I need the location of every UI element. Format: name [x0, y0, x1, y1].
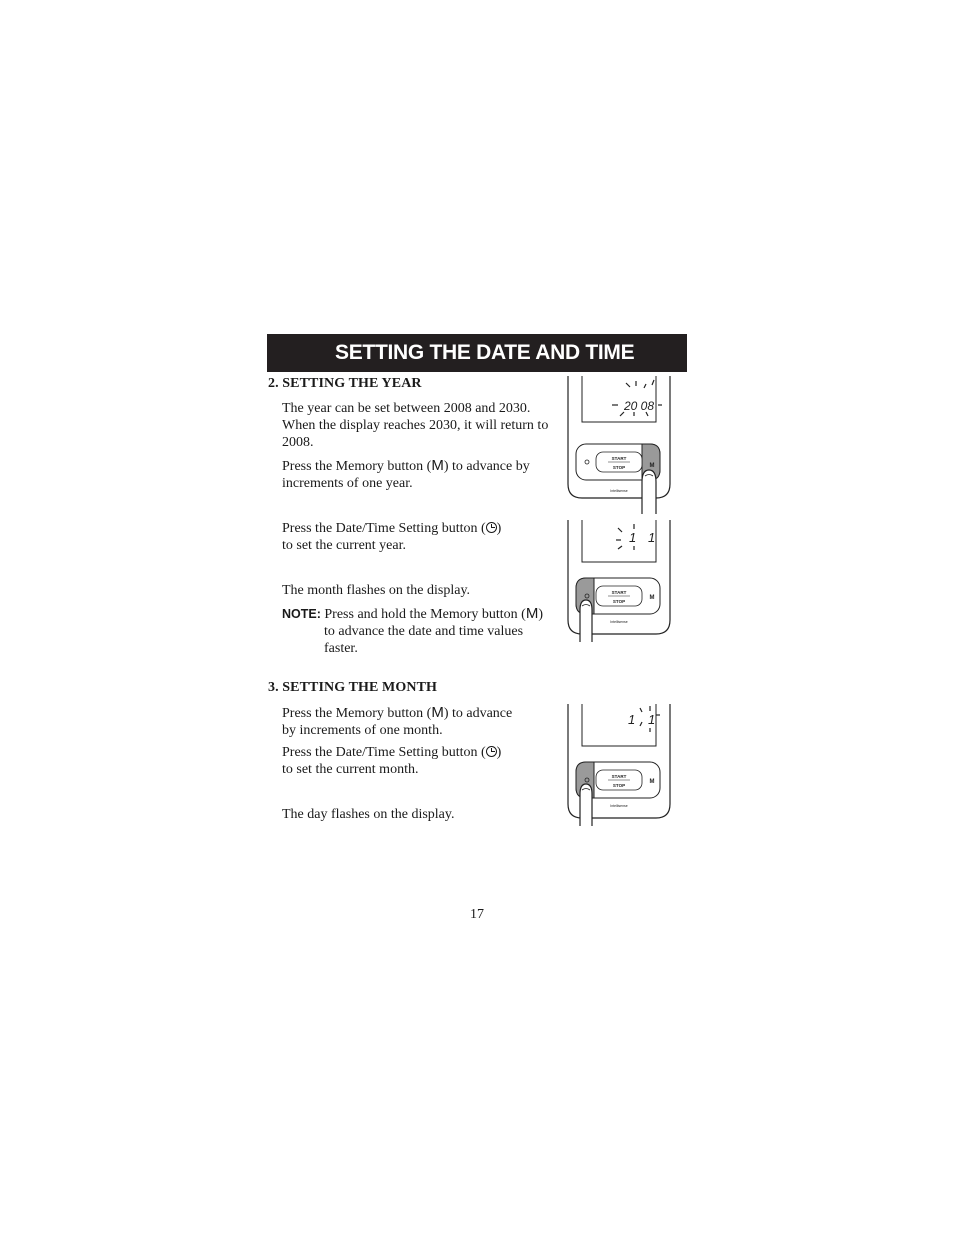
memory-button-instruction — [282, 457, 530, 492]
text-line: to advance the date and time values — [324, 624, 524, 639]
memory-button-label: M — [649, 779, 655, 785]
stop-label: STOP — [612, 783, 626, 788]
brand-label: Intellisense — [610, 620, 628, 624]
monitor-illustration-set-year — [564, 520, 674, 642]
clock-button-icon — [585, 460, 589, 464]
monitor-illustration-set-month — [564, 704, 674, 826]
lcd-year-readout: 20 08 — [624, 399, 655, 413]
memory-button-label: M — [649, 463, 655, 469]
text-line: to set the current month. — [282, 762, 419, 777]
text-line: NOTE: Press and hold the Memory button (M) — [282, 605, 543, 622]
start-label: START — [611, 456, 627, 461]
stop-label: STOP — [612, 465, 626, 470]
stop-label: STOP — [612, 599, 626, 604]
datetime-button-instruction-month — [282, 744, 501, 778]
lcd-month-readout: 1 — [628, 712, 636, 727]
note-block — [282, 605, 543, 657]
start-label: START — [611, 774, 627, 779]
text-line: Press the Memory button (M) to advance — [282, 704, 513, 721]
lcd-month-readout: 1 — [629, 530, 637, 545]
page-title: SETTING THE DATE AND TIME — [335, 341, 635, 364]
clock-icon — [486, 746, 497, 757]
start-label: START — [611, 590, 627, 595]
day-flashes-text: The day flashes on the display. — [282, 807, 455, 822]
page-title-banner — [267, 334, 687, 372]
text-line: Press the Memory button (M) to advance by — [282, 457, 530, 474]
section-heading-year: 2. SETTING THE YEAR — [268, 376, 422, 391]
memory-m-icon: M — [431, 457, 444, 474]
clock-icon — [486, 522, 497, 533]
month-flashes-text: The month flashes on the display. — [282, 583, 471, 598]
note-label: NOTE: — [282, 607, 321, 621]
monitor-illustration-year — [564, 376, 674, 514]
text-line: When the display reaches 2030, it will return to — [282, 418, 549, 433]
memory-m-icon: M — [431, 704, 444, 721]
brand-label: Intellisense — [610, 489, 628, 493]
finger-icon — [580, 784, 592, 826]
text-line: by increments of one month. — [282, 723, 443, 738]
memory-button-instruction-month — [282, 704, 512, 739]
finger-icon — [580, 600, 592, 642]
datetime-button-instruction — [282, 520, 501, 554]
memory-button-label: M — [649, 595, 655, 601]
brand-label: Intellisense — [610, 804, 628, 808]
year-range-paragraph — [282, 400, 548, 451]
memory-m-icon: M — [525, 605, 539, 622]
text-line: to set the current year. — [282, 538, 407, 553]
section-heading-month: 3. SETTING THE MONTH — [268, 680, 438, 695]
text-line: The year can be set between 2008 and 2030. — [282, 401, 531, 416]
lcd-day-readout: 1 — [648, 530, 656, 545]
text-line: increments of one year. — [282, 476, 413, 491]
text-line: 2008. — [282, 435, 314, 450]
text-line: faster. — [324, 641, 358, 656]
text-line: Press the Date/Time Setting button ( ) — [282, 745, 502, 760]
finger-icon — [642, 470, 656, 514]
page-number: 17 — [470, 907, 484, 922]
text-line: Press the Date/Time Setting button ( ) — [282, 521, 502, 536]
lcd-day-readout: 1 — [648, 712, 656, 727]
